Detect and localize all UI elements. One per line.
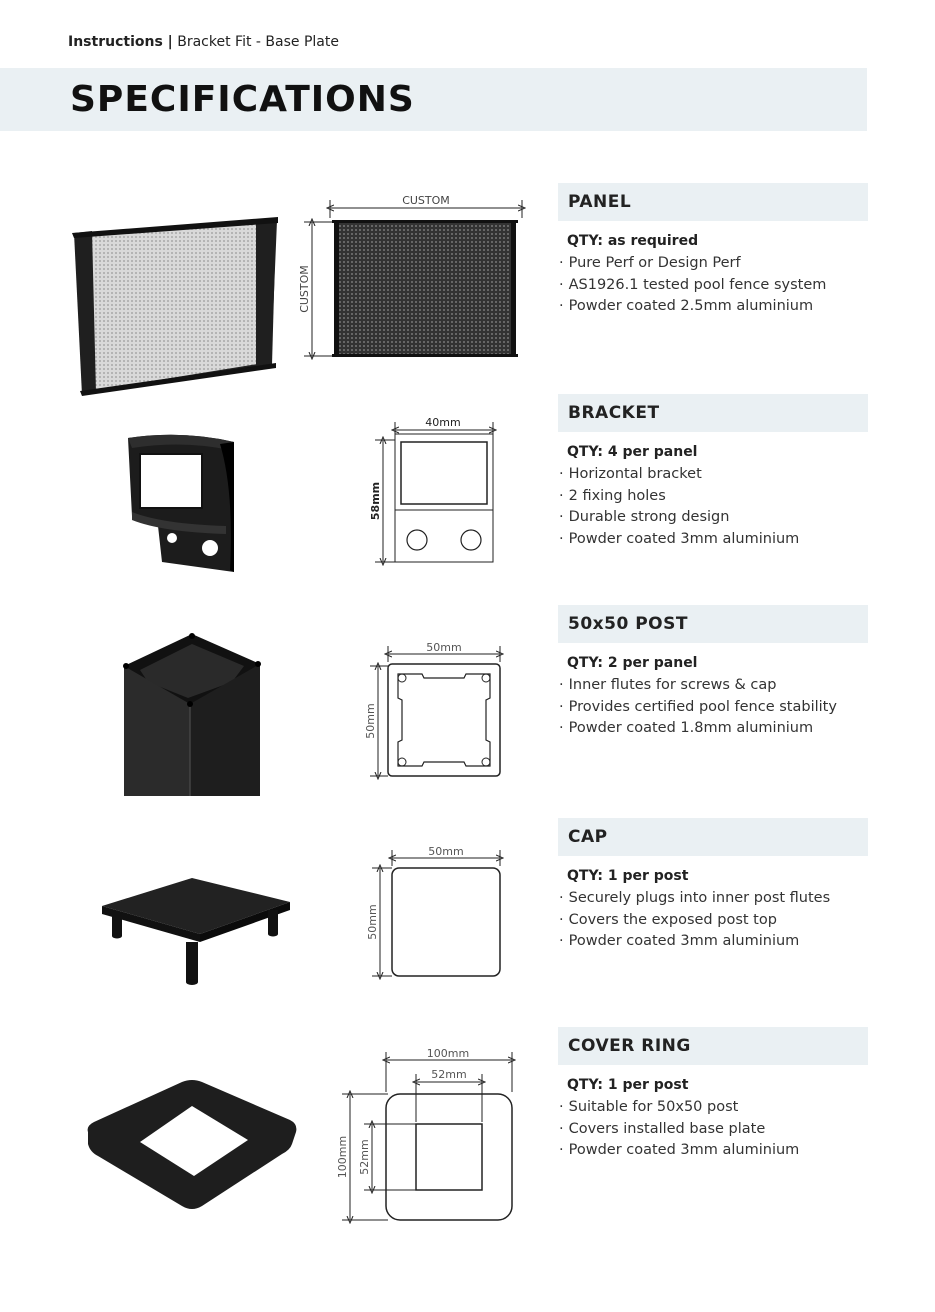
cap-height-label: 50mm xyxy=(366,904,379,940)
spec-title: COVER RING xyxy=(558,1027,868,1065)
title-band xyxy=(0,68,867,131)
spec-feature-list xyxy=(558,1097,868,1162)
cap-diagram xyxy=(364,842,510,982)
list-item: · Suitable for 50x50 post xyxy=(558,1097,868,1119)
ring-height-label: 100mm xyxy=(336,1135,349,1179)
cap-image xyxy=(98,872,294,988)
bracket-width-label: 40mm xyxy=(425,416,461,429)
list-item: · Securely plugs into inner post flutes xyxy=(558,888,868,910)
spec-qty: QTY: 1 per post xyxy=(567,868,689,884)
spec-cover-ring xyxy=(558,1027,868,1162)
spec-title: CAP xyxy=(558,818,868,856)
spec-feature-list xyxy=(558,888,868,953)
spec-feature-list xyxy=(558,464,868,550)
spec-cap xyxy=(558,818,868,953)
spec-bracket xyxy=(558,394,868,550)
list-item: · AS1926.1 tested pool fence system xyxy=(558,275,868,297)
list-item: · Powder coated 3mm aluminium xyxy=(558,931,868,953)
panel-width-label: CUSTOM xyxy=(402,194,450,207)
spec-post xyxy=(558,605,868,740)
page-title: SPECIFICATIONS xyxy=(70,79,415,120)
header-subtitle: Bracket Fit - Base Plate xyxy=(177,34,339,50)
list-item: · Pure Perf or Design Perf xyxy=(558,253,868,275)
spec-panel xyxy=(558,183,868,318)
bracket-image xyxy=(122,430,247,580)
spec-feature-list xyxy=(558,253,868,318)
list-item: · Powder coated 2.5mm aluminium xyxy=(558,296,868,318)
post-height-label: 50mm xyxy=(364,703,377,739)
spec-title: 50x50 POST xyxy=(558,605,868,643)
post-diagram xyxy=(362,640,510,780)
bracket-height-label: 58mm xyxy=(369,481,382,521)
spec-title: PANEL xyxy=(558,183,868,221)
list-item: · Provides certified pool fence stability xyxy=(558,697,868,719)
list-item: · 2 fixing holes xyxy=(558,486,868,508)
panel-height-label: CUSTOM xyxy=(298,265,311,313)
spec-title: BRACKET xyxy=(558,394,868,432)
list-item: · Powder coated 3mm aluminium xyxy=(558,529,868,551)
bracket-diagram xyxy=(365,412,505,572)
cap-width-label: 50mm xyxy=(428,845,464,858)
list-item: · Inner flutes for screws & cap xyxy=(558,675,868,697)
spec-qty: QTY: 2 per panel xyxy=(567,655,698,671)
cover-ring-diagram xyxy=(336,1044,526,1226)
header-section: Instructions | xyxy=(68,34,173,50)
post-image xyxy=(118,630,266,798)
list-item: · Durable strong design xyxy=(558,507,868,529)
panel-diagram xyxy=(294,188,532,368)
spec-qty: QTY: 1 per post xyxy=(567,1077,689,1093)
panel-image xyxy=(70,215,285,397)
ring-inner-width-label: 52mm xyxy=(431,1068,467,1081)
list-item: · Covers the exposed post top xyxy=(558,910,868,932)
list-item: · Powder coated 1.8mm aluminium xyxy=(558,718,868,740)
document-header xyxy=(68,34,339,50)
post-width-label: 50mm xyxy=(426,641,462,654)
spec-qty: QTY: as required xyxy=(567,233,699,249)
list-item: · Horizontal bracket xyxy=(558,464,868,486)
spec-qty: QTY: 4 per panel xyxy=(567,444,698,460)
ring-width-label: 100mm xyxy=(426,1047,470,1060)
spec-feature-list xyxy=(558,675,868,740)
list-item: · Powder coated 3mm aluminium xyxy=(558,1140,868,1162)
list-item: · Covers installed base plate xyxy=(558,1119,868,1141)
cover-ring-image xyxy=(86,1078,300,1212)
ring-inner-height-label: 52mm xyxy=(358,1139,371,1175)
